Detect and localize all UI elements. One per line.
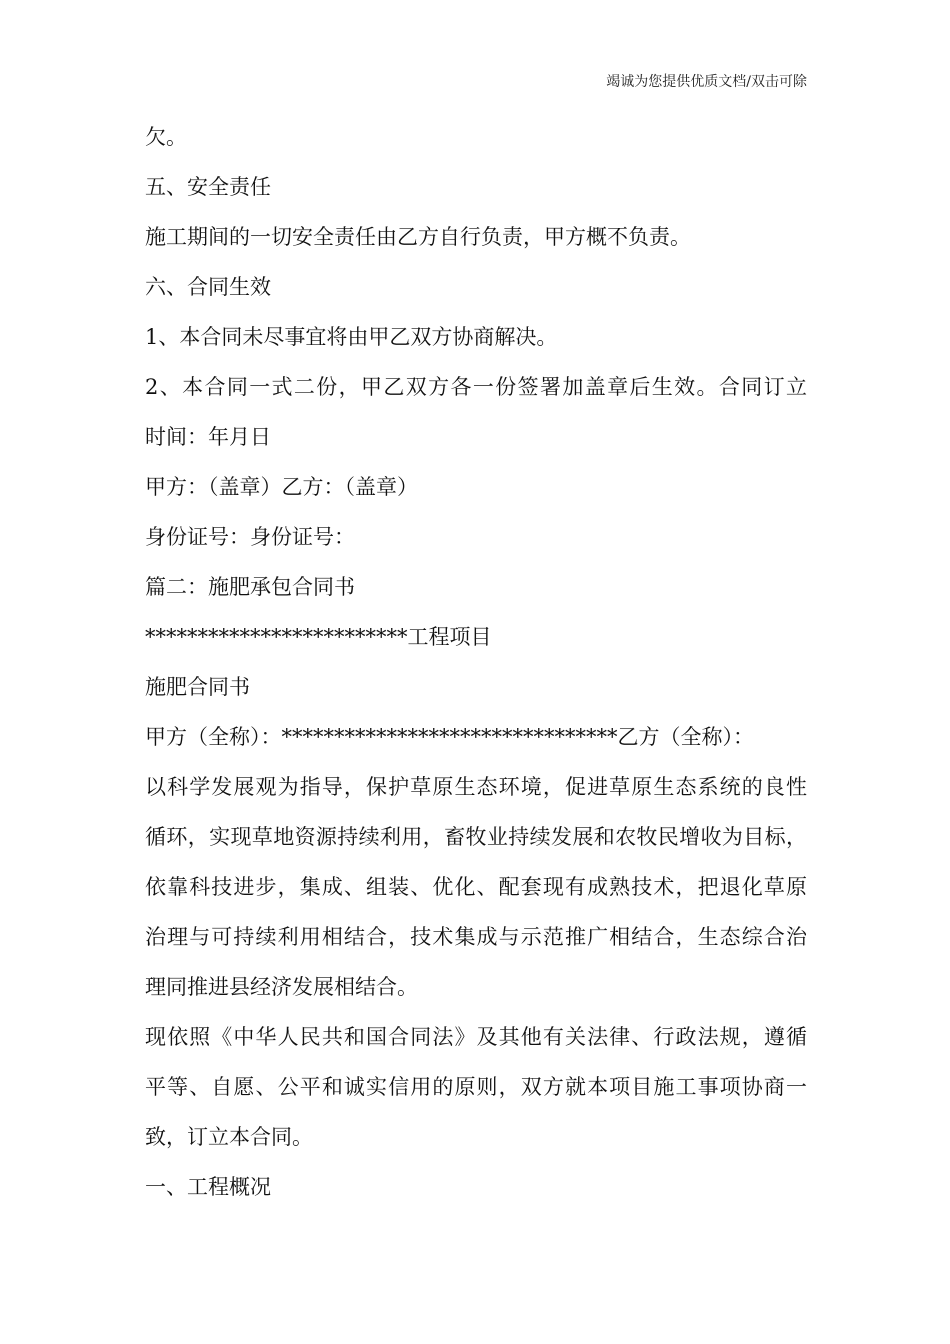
text-line: 欠。	[145, 125, 187, 149]
document-body	[145, 112, 807, 1212]
text-line: 施工期间的一切安全责任由乙方自行负责，甲方概不负责。	[145, 225, 691, 249]
document-title: 施肥合同书	[145, 675, 250, 699]
text-line: 理同推进县经济发展相结合。	[145, 975, 418, 999]
text-line: 依靠科技进步，集成、组装、优化、配套现有成熟技术，把退化草原	[145, 875, 807, 899]
text-line: 现依照《中华人民共和国合同法》及其他有关法律、行政法规，遵循	[145, 1025, 807, 1049]
text-line: 以科学发展观为指导，保护草原生态环境，促进草原生态系统的良性	[145, 775, 807, 799]
text-line: *************************工程项目	[145, 625, 492, 649]
header-note: 竭诚为您提供优质文档/双击可除	[606, 74, 807, 90]
text-line: 治理与可持续利用相结合，技术集成与示范推广相结合，生态综合治	[145, 925, 807, 949]
text-line: 1、本合同未尽事宜将由甲乙双方协商解决。	[145, 325, 558, 349]
text-line: 时间：年月日	[145, 425, 271, 449]
text-line: 2、本合同一式二份，甲乙双方各一份签署加盖章后生效。合同订立	[145, 375, 807, 399]
text-line: 致，订立本合同。	[145, 1125, 313, 1149]
text-line: 平等、自愿、公平和诚实信用的原则，双方就本项目施工事项协商一	[145, 1075, 807, 1099]
section-heading: 篇二：施肥承包合同书	[145, 575, 355, 599]
text-line: 循环，实现草地资源持续利用，畜牧业持续发展和农牧民增收为目标，	[145, 825, 807, 849]
section-heading: 六、合同生效	[145, 275, 271, 299]
text-line: 甲方（全称）：********************************乙方（全称）：	[145, 725, 754, 749]
section-heading: 五、安全责任	[145, 175, 271, 199]
text-line: 身份证号：身份证号：	[145, 525, 355, 549]
text-line: 甲方：（盖章）乙方：（盖章）	[145, 475, 418, 499]
section-heading: 一、工程概况	[145, 1175, 271, 1199]
